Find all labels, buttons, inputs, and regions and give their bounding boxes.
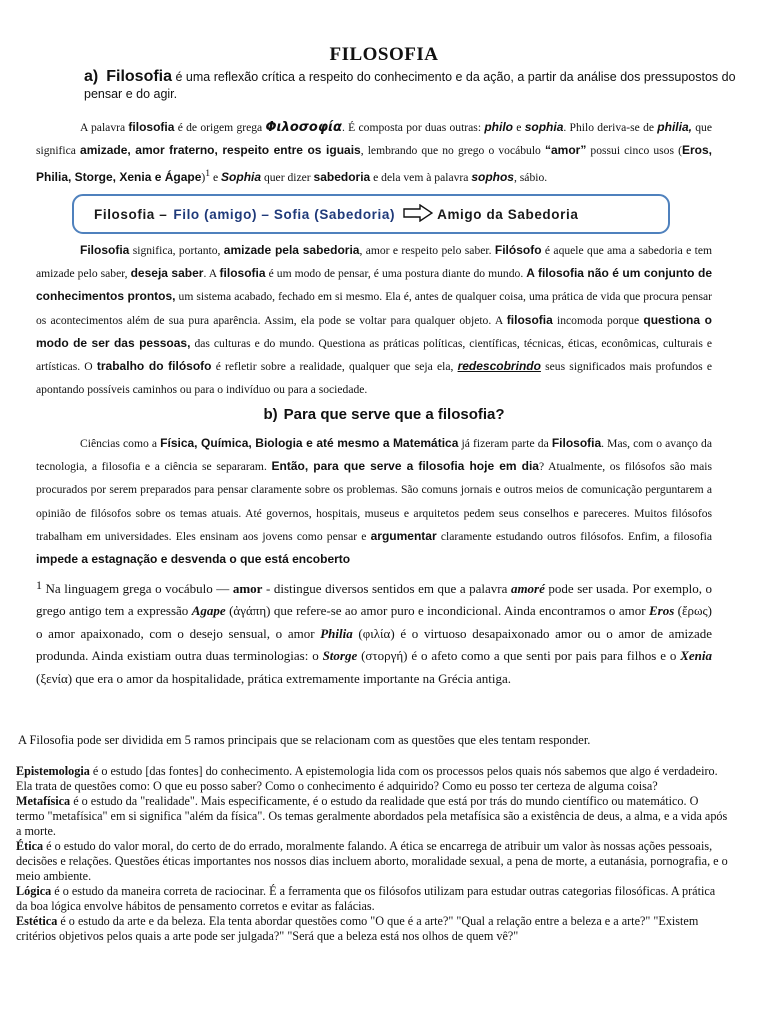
footnote-number: 1 <box>36 578 42 592</box>
text-run: já fizeram parte da <box>458 437 552 450</box>
section-a-term: Filosofia <box>106 68 173 85</box>
bold-term: filosofia <box>219 266 266 281</box>
text-run: . A <box>203 267 220 281</box>
text-run: Ciências como a <box>80 437 161 450</box>
branch-metafisica <box>16 794 728 838</box>
text-run: é de origem grega <box>174 121 266 134</box>
branch-name: Metafísica <box>16 794 71 809</box>
bold-term: filosofia <box>506 312 553 327</box>
bold-italic-term: Agape <box>191 603 226 619</box>
text-run: e <box>513 121 525 134</box>
text-run: incomoda porque <box>552 313 644 327</box>
branch-name: Ética <box>16 839 44 854</box>
text-run: possui cinco usos ( <box>586 144 682 158</box>
text-run: , lembrando que no grego o vocábulo <box>360 144 545 158</box>
text-run: . Philo deriva-se de <box>563 121 658 134</box>
text-run: claramente estudando outros filósofos. Enfim, a filosofia <box>436 529 712 543</box>
section-a-text: é uma reflexão crítica a respeito do conhecimento e da ação, a partir da análise dos pressupostos do pensar e do agir. <box>84 70 736 101</box>
bold-term: “amor” <box>544 143 587 158</box>
text-run: Na linguagem grega o vocábulo — <box>42 581 233 596</box>
section-a <box>84 68 752 103</box>
section-a-label: a) <box>84 68 99 85</box>
bold-term: Filósofo <box>494 243 542 257</box>
text-run: e dela vem à palavra <box>370 171 472 185</box>
bold-term: questiona o modo de ser das pessoas, <box>36 312 713 350</box>
text-run: . É composta por duas outras: <box>341 121 485 134</box>
bold-term: filosofia <box>128 120 175 134</box>
bold-italic-term: amoré <box>510 581 545 596</box>
text-run: A palavra <box>80 121 129 134</box>
bold-term: amizade pela sabedoria <box>223 243 360 257</box>
text-run: seus significados mais profundos e apontando possíveis caminhos ou para o indivíduo ou para a sociedade. <box>36 360 712 397</box>
italic-term: philo <box>484 120 513 134</box>
text-run: significa, portanto, <box>129 244 224 257</box>
bold-italic-term: Storge <box>322 648 358 664</box>
italic-term: sophia <box>524 120 564 134</box>
text-run: quer dizer <box>261 171 314 185</box>
text-run: - distingue diversos sentidos em que a palavra <box>262 581 511 596</box>
paragraph-etymology <box>36 116 712 189</box>
branch-text: é o estudo do valor moral, do certo de do errado, moralmente falando. A ética se encarrega de atribuir um valor às nossas ações pessoais, decisões e relações. Questões éticas importantes nos nossos dias incluem aborto, moralidade sexual, a pena de morte, a eutanásia, pornografia, e o meio ambiente. <box>16 839 728 883</box>
branch-text: é o estudo da arte e da beleza. Ela tenta abordar questões como "O que é a arte?" "Qual a relação entre a beleza e a arte?" "Existem critérios objetivos pelos quais a arte pode ser julgada?" "Será que a beleza está nos olhos de quem vê?" <box>16 914 699 944</box>
bold-italic-term: Philia <box>320 625 353 641</box>
bold-italic-term: Eros <box>648 603 675 619</box>
text-run: que significa <box>36 121 712 158</box>
italic-term: Sophia <box>221 170 262 185</box>
branch-estetica <box>16 914 728 944</box>
text-run: (ξενία) que era o amor da hospitalidade, prática extremamente importante na Grécia antiga. <box>36 670 512 686</box>
underlined-term: redescobrindo <box>457 359 541 374</box>
banner-part1: Filosofia – <box>94 206 168 222</box>
bold-term: argumentar <box>370 528 437 543</box>
italic-term: sophos <box>471 170 514 185</box>
text-run: é aquele que ama a sabedoria e tem amizade pelo saber, <box>36 244 712 281</box>
bold-term: sabedoria <box>313 170 371 185</box>
bold-term: Física, Química, Biologia e até mesmo a Matemática <box>160 436 459 450</box>
branch-text: é o estudo da maneira correta de raciocinar. É a ferramenta que os filósofos utilizam para estudar outras categorias filosóficas. A prática da boa lógica envolve hábitos de pensamento corretos e evitar as falácias. <box>16 884 716 913</box>
section-b-heading <box>0 406 768 423</box>
text-run: é refletir sobre a realidade, qualquer que seja ela, <box>211 360 458 374</box>
branch-name: Estética <box>16 914 58 929</box>
branch-name: Lógica <box>16 884 52 899</box>
bold-term: trabalho do filósofo <box>96 359 212 374</box>
page-title: FILOSOFIA <box>329 44 439 65</box>
text-run: pode ser usada. Por exemplo, o grego antigo tem a expressão <box>36 581 712 619</box>
footnote <box>36 574 712 690</box>
definition-banner <box>72 194 670 234</box>
branches-intro: A Filosofia pode ser dividida em 5 ramos principais que se relacionam com as questões que eles tentam responder. <box>18 733 591 747</box>
text-run: (στοργή) é o afeto como a que senti por pais para filhos e o <box>357 648 681 664</box>
text-run: (ἀγάπη) que refere-se ao amor puro e incondicional. Ainda encontramos o amor <box>225 603 649 619</box>
bold-italic-term: Xenia <box>680 648 712 664</box>
bold-term: impede a estagnação e desvenda o que está encoberto <box>36 552 351 567</box>
greek-word: Φιλοσοφία <box>265 120 342 135</box>
branch-text: é o estudo [das fontes] do conhecimento. A epistemologia lida com os processos pelos quais nós sabemos que algo é verdadeiro. Ela trata de questões como: O que eu posso saber? Como o conhecimento é adquirido? Como eu posso ter certeza de alguma coisa? <box>16 764 718 793</box>
branch-name: Epistemologia <box>16 764 90 778</box>
section-b-label: b) <box>263 406 278 423</box>
text-run: um sistema acabado, fechado em si mesmo. Ela é, antes de qualquer coisa, uma prática de vida que procura pensar os acontecimentos além de sua pura aparência. Assim, ela pode se voltar para qualquer objeto. A <box>36 290 713 327</box>
bold-term: amor <box>232 581 263 596</box>
paragraph-purpose <box>36 432 712 571</box>
bold-term: deseja saber <box>130 266 204 281</box>
branches-list <box>16 764 728 945</box>
bold-term: Então, para que serve a filosofia hoje em dia <box>271 459 539 474</box>
paragraph-definition <box>36 239 712 401</box>
text-run: é um modo de pensar, é uma postura diante do mundo. <box>265 267 527 281</box>
branch-etica <box>16 839 728 883</box>
bold-term: amizade, amor fraterno, respeito entre os iguais <box>80 143 361 158</box>
text-run: (ἔρως) o amor apaixonado, com o desejo sensual, o amor <box>36 603 712 641</box>
text-run: e <box>210 171 222 185</box>
text-run: , amor e respeito pelo saber. <box>359 244 495 257</box>
bold-term: A filosofia não é um conjunto de conhecimentos prontos, <box>36 266 712 304</box>
section-b-title: Para que serve que a filosofia? <box>283 406 505 423</box>
italic-term: philia, <box>657 120 692 134</box>
branch-logica <box>16 884 728 914</box>
branch-text: é o estudo da "realidade". Mais especificamente, é o estudo da realidade que está por trás do mundo científico ou matemático. O termo "metafísica" em si significa "além da física". Os temas geralmente abordados pela metafísica são a existência de deus, a alma, e a vida após a morte. <box>16 794 728 838</box>
text-run: das culturas e do mundo. Questiona as práticas políticas, científicas, técnicas, éticas, econômicas, culturais e artísticas. O <box>36 336 713 374</box>
text-run: ? Atualmente, os filósofos são mais procurados por serem preparados para pensar claramente sobre os problemas. São comuns jornais e outros meios de comunicação perguntarem a opinião de filósofos sobre os temas atuais. Até governos, hospitais, museus e arquitetos pedem seus conselhos e pareceres. Muitos filósofos trabalham em universidades. Eles ensinam aos jovens como pensar e <box>36 460 712 543</box>
text-run: (φιλία) é o virtuoso desapaixonado amor ou o amor de amizade produnda. Ainda existiam outra duas terminologias: o <box>36 625 712 664</box>
text-run: , sábio. <box>513 171 548 185</box>
footnote-ref: 1 <box>205 168 211 180</box>
bold-term: Filosofia <box>80 243 130 257</box>
bold-term: Eros, Philia, Storge, Xenia e Ágape <box>36 143 712 185</box>
text-run: . Mas, com o avanço da tecnologia, a filosofia e a ciência se separaram. <box>36 437 712 474</box>
text-run: ) <box>201 171 206 185</box>
branch-epistemologia <box>16 764 728 794</box>
banner-part3: Amigo da Sabedoria <box>437 206 579 222</box>
right-arrow-icon <box>403 204 433 225</box>
bold-term: Filosofia <box>551 436 602 450</box>
banner-part2: Filo (amigo) – Sofia (Sabedoria) <box>173 206 396 222</box>
